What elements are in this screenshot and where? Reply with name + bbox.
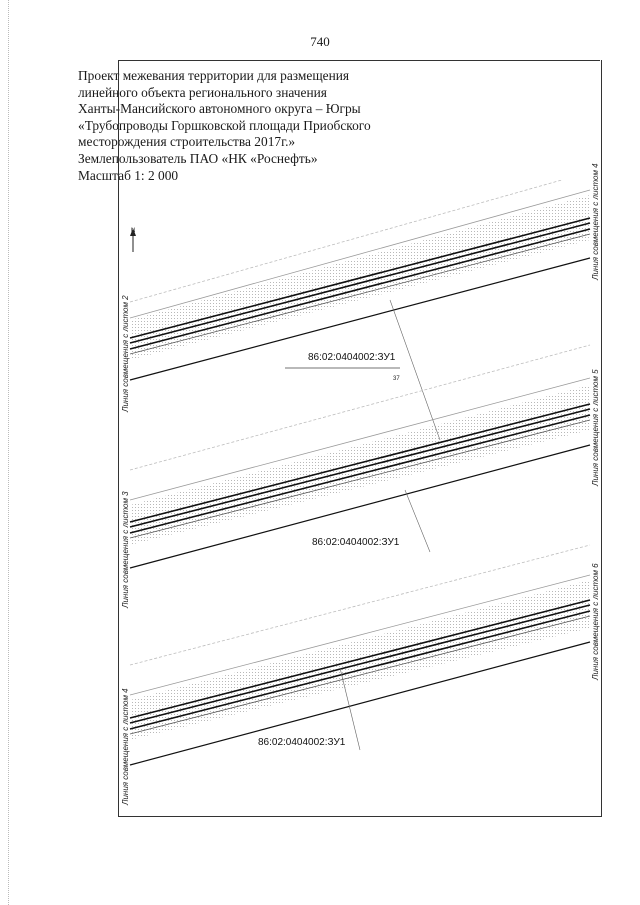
north-arrow-icon	[130, 228, 136, 252]
header-line-6: Землепользователь ПАО «НК «Роснефть»	[78, 150, 318, 166]
header-line-7: Масштаб 1: 2 000	[78, 167, 179, 183]
left-match-label-2: Линия совмещения с листом 3	[121, 491, 130, 608]
point-label-1: 37	[393, 376, 400, 382]
parcel-label-1: 86:02:0404002:ЗУ1	[308, 352, 396, 363]
map-panel-2	[130, 345, 590, 568]
left-match-label-1: Линия совмещения с листом 2	[121, 295, 130, 412]
header-line-3: Ханты-Мансийского автономного округа – Югры	[78, 101, 361, 117]
header-line-4: «Трубопроводы Горшковской площади Приобского	[78, 117, 371, 133]
header-line-1: Проект межевания территории для размещения	[78, 68, 350, 83]
parcel-label-2: 86:02:0404002:ЗУ1	[312, 537, 400, 548]
left-match-label-3: Линия совмещения с листом 4	[121, 688, 130, 805]
map-panel-1	[130, 172, 590, 440]
right-match-label-2: Линия совмещения с листом 5	[591, 369, 600, 486]
right-match-label-3: Линия совмещения с листом 6	[591, 563, 600, 680]
north-label: N	[131, 228, 136, 234]
map-panel-3	[130, 545, 590, 765]
header-line-5: месторождения строительства 2017г.»	[78, 134, 296, 150]
header-line-2: линейного объекта регионального значения	[78, 84, 327, 100]
parcel-label-3: 86:02:0404002:ЗУ1	[258, 737, 346, 748]
right-match-label-1: Линия совмещения с листом 4	[591, 163, 600, 280]
page-number: 740	[310, 34, 330, 49]
